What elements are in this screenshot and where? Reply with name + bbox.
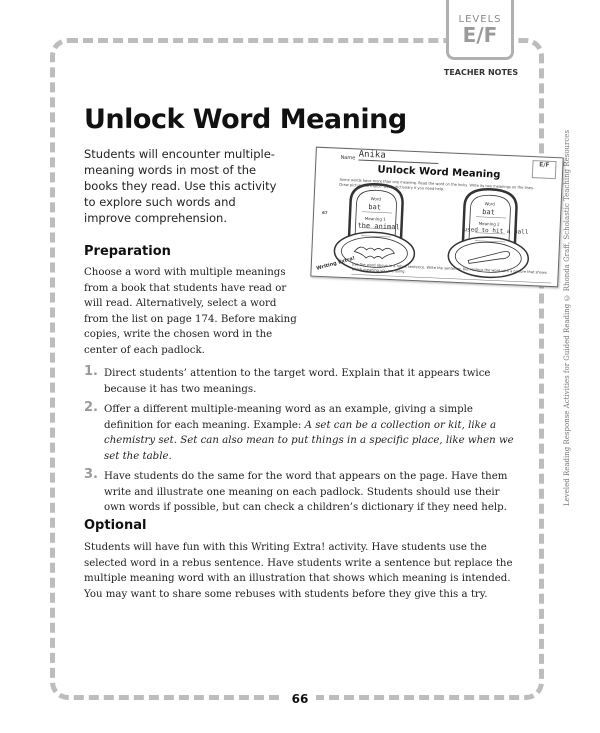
- worksheet-writing-extra-label: Writing Extra!: [315, 255, 356, 272]
- levels-value: E/F: [462, 23, 498, 47]
- step-item: [84, 366, 514, 397]
- step-example: A set can be a collection or kit, like a chemistry set. Set can also mean to put things in a specific place, like when we set the table.: [104, 419, 514, 462]
- worksheet-left-word-label: Word: [370, 196, 382, 202]
- side-credit: Leveled Reading Response Activities for Guided Reading © Rhonda Graff, Scholastic Teaching Resources: [563, 130, 571, 507]
- worksheet-levels: E/F: [532, 160, 557, 179]
- step-number: 2.: [84, 400, 98, 415]
- worksheet-name-label: Name: [340, 154, 356, 162]
- worksheet-right-word-label: Word: [484, 201, 496, 207]
- step-item: [84, 402, 514, 464]
- worksheet-left-meaning: the animal: [357, 221, 400, 232]
- levels-tab: [446, 0, 514, 60]
- optional-heading: Optional: [84, 518, 147, 533]
- page-number: 66: [284, 692, 317, 706]
- worksheet-right-word: bat: [482, 207, 496, 217]
- optional-text: Students will have fun with this Writing Extra! activity. Have students use the selected word in a rebus sentence. Have students write a sentence but replace the multiple meaning word with an illustration that shows which meaning is intended. You may want to share some rebuses with students before they give this a try.: [84, 542, 513, 600]
- step-number: 1.: [84, 364, 98, 379]
- intro-paragraph: Students will encounter multiple-meaning words in most of the books they read. Use this activity to explore such words and improve comprehension.: [84, 147, 277, 225]
- preparation-text: Choose a word with multiple meanings from a book that students have read or will read. Alternatively, select a word from the list on page 174. Before making copies, write the chosen word in the center of each padlock.: [84, 267, 297, 356]
- teacher-notes-label: TEACHER NOTES: [438, 68, 524, 77]
- preparation-heading: Preparation: [84, 244, 171, 259]
- worksheet-page: [310, 147, 563, 288]
- worksheet-right-meaning: used to hit a ball: [463, 226, 529, 237]
- step-text: Direct students’ attention to the target word. Explain that it appears twice because it has two meanings.: [104, 368, 491, 395]
- step-text: Have students do the same for the word that appears on the page. Have them write and illustrate one meaning on each padlock. Students should use their own words if possible, but can check a children’s dictionary if they need help.: [104, 471, 508, 513]
- worksheet-left-meaning-label: Meaning 1: [364, 215, 386, 222]
- levels-label: LEVELS: [458, 14, 502, 25]
- page-number-wrap: [0, 688, 600, 707]
- worksheet-instructions: Some words have more than one meaning. Read the word on the locks. Write its two meanings on the lines. Draw pictures to match. Use a dictionary if you need help.: [339, 177, 535, 192]
- step-number: 3.: [84, 467, 98, 482]
- worksheet-name-value: Anika: [358, 150, 438, 164]
- worksheet-title: Unlock Word Meaning: [377, 164, 501, 181]
- worksheet-side-number: 67: [321, 209, 328, 216]
- worksheet-writing-extra-text: Use the word above in a rebus sentence. Write the sentence, but replace the word with a picture that shows which meaning you are using.: [351, 262, 547, 275]
- page-title: Unlock Word Meaning: [84, 104, 407, 135]
- worksheet-thumbnail: [310, 147, 563, 288]
- steps-list: [84, 366, 514, 521]
- worksheet-left-word: bat: [368, 203, 382, 212]
- step-text: Offer a different multiple-meaning word as an example, giving a simple definition for each meaning. Example:: [104, 404, 473, 431]
- worksheet-right-meaning-label: Meaning 2: [478, 220, 500, 227]
- step-item: [84, 469, 514, 516]
